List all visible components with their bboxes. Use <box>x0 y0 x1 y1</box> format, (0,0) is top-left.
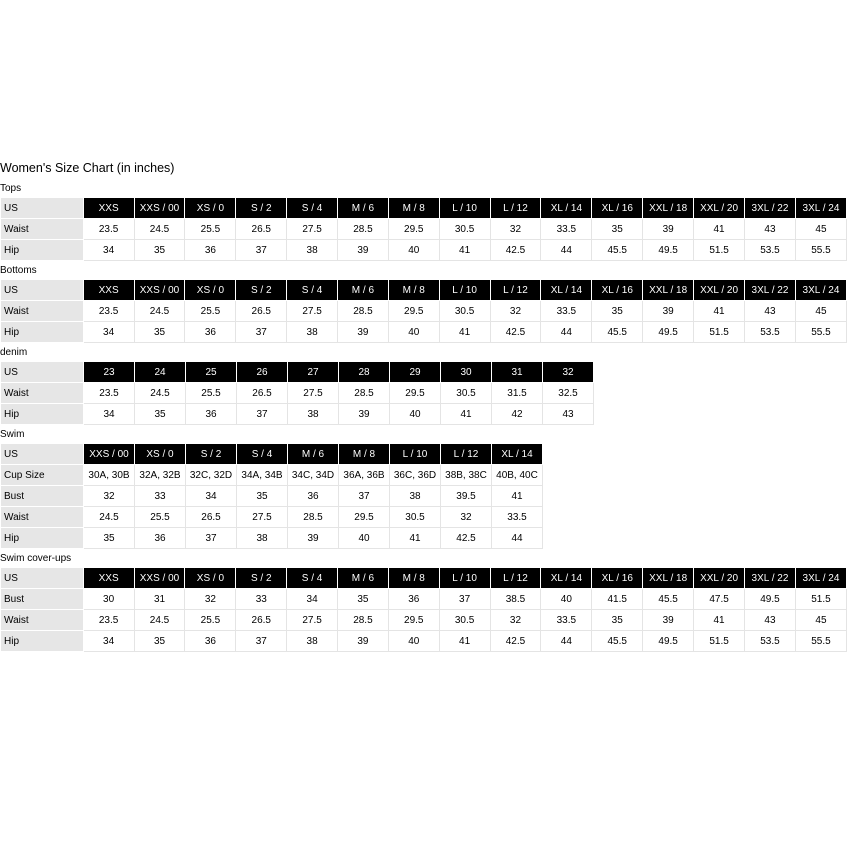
measurement-cell: 34C, 34D <box>288 465 339 486</box>
measurement-cell: 40 <box>541 589 592 610</box>
size-table <box>0 443 543 549</box>
measurement-cell: 37 <box>339 486 390 507</box>
measurement-cell: 51.5 <box>694 240 745 261</box>
size-header-cell: XS / 0 <box>185 568 236 589</box>
measurement-cell: 35 <box>592 610 643 631</box>
measurement-row <box>1 528 543 549</box>
measurement-cell: 42.5 <box>490 631 541 652</box>
size-header-cell: M / 8 <box>339 444 390 465</box>
size-header-cell: S / 4 <box>237 444 288 465</box>
measurement-cell: 24.5 <box>134 301 185 322</box>
measurement-cell: 34A, 34B <box>237 465 288 486</box>
measurement-cell: 28.5 <box>339 383 390 404</box>
row-label: Bust <box>1 486 84 507</box>
measurement-cell: 55.5 <box>795 631 846 652</box>
measurement-cell: 49.5 <box>643 631 694 652</box>
size-header-cell: XL / 16 <box>592 198 643 219</box>
measurement-cell: 36 <box>135 528 186 549</box>
size-header-cell: 23 <box>84 362 135 383</box>
size-header-cell: XXL / 18 <box>643 280 694 301</box>
measurement-cell: 41 <box>694 301 745 322</box>
measurement-cell: 41 <box>439 631 490 652</box>
measurement-cell: 44 <box>541 240 592 261</box>
measurement-cell: 27.5 <box>237 507 288 528</box>
size-header-cell: 3XL / 24 <box>795 568 846 589</box>
measurement-cell: 40B, 40C <box>492 465 543 486</box>
size-header-cell: 3XL / 22 <box>745 280 796 301</box>
measurement-cell: 39 <box>643 610 694 631</box>
size-header-cell: XXL / 18 <box>643 198 694 219</box>
measurement-cell: 37 <box>237 404 288 425</box>
size-header-cell: S / 4 <box>287 280 338 301</box>
size-header-cell: 32 <box>543 362 594 383</box>
measurement-cell: 36 <box>288 486 339 507</box>
measurement-cell: 37 <box>236 240 287 261</box>
measurement-cell: 41.5 <box>592 589 643 610</box>
size-chart <box>0 159 847 656</box>
size-header-row <box>1 198 847 219</box>
measurement-cell: 49.5 <box>745 589 796 610</box>
measurement-cell: 25.5 <box>185 610 236 631</box>
measurement-row <box>1 486 543 507</box>
measurement-cell: 53.5 <box>745 322 796 343</box>
size-header-cell: M / 6 <box>288 444 339 465</box>
size-header-cell: L / 10 <box>439 568 490 589</box>
measurement-cell: 31.5 <box>492 383 543 404</box>
measurement-cell: 25.5 <box>185 301 236 322</box>
measurement-cell: 33 <box>135 486 186 507</box>
size-header-cell: M / 8 <box>388 198 439 219</box>
measurement-cell: 43 <box>745 610 796 631</box>
measurement-cell: 41 <box>439 322 490 343</box>
size-header-cell: XXL / 20 <box>694 568 745 589</box>
measurement-cell: 35 <box>338 589 389 610</box>
size-header-cell: XXS <box>83 568 134 589</box>
measurement-cell: 34 <box>83 631 134 652</box>
measurement-cell: 37 <box>236 322 287 343</box>
size-header-cell: 27 <box>288 362 339 383</box>
measurement-cell: 38 <box>390 486 441 507</box>
measurement-cell: 25.5 <box>186 383 237 404</box>
measurement-cell: 55.5 <box>795 322 846 343</box>
measurement-cell: 27.5 <box>287 219 338 240</box>
measurement-cell: 35 <box>84 528 135 549</box>
size-header-cell: S / 2 <box>236 568 287 589</box>
measurement-cell: 38 <box>287 240 338 261</box>
measurement-cell: 36C, 36D <box>390 465 441 486</box>
measurement-cell: 35 <box>592 219 643 240</box>
measurement-cell: 40 <box>390 404 441 425</box>
measurement-cell: 36 <box>185 322 236 343</box>
measurement-cell: 44 <box>541 631 592 652</box>
measurement-row <box>1 404 594 425</box>
section-label: Bottoms <box>0 265 37 276</box>
measurement-cell: 42.5 <box>490 240 541 261</box>
measurement-cell: 35 <box>135 404 186 425</box>
measurement-cell: 36 <box>185 240 236 261</box>
measurement-cell: 32A, 32B <box>135 465 186 486</box>
size-section <box>0 183 847 261</box>
size-header-cell: XS / 0 <box>185 198 236 219</box>
measurement-cell: 45.5 <box>592 240 643 261</box>
measurement-cell: 40 <box>339 528 390 549</box>
measurement-row <box>1 465 543 486</box>
row-label: Waist <box>1 219 84 240</box>
row-label: Waist <box>1 301 84 322</box>
size-header-cell: XL / 16 <box>592 568 643 589</box>
row-label: Hip <box>1 240 84 261</box>
measurement-cell: 45 <box>795 610 846 631</box>
measurement-cell: 53.5 <box>745 240 796 261</box>
measurement-cell: 26.5 <box>186 507 237 528</box>
measurement-cell: 24.5 <box>134 610 185 631</box>
row-label: Hip <box>1 322 84 343</box>
measurement-cell: 30 <box>83 589 134 610</box>
size-header-row <box>1 280 847 301</box>
measurement-cell: 43 <box>543 404 594 425</box>
measurement-cell: 40 <box>388 240 439 261</box>
measurement-cell: 39 <box>339 404 390 425</box>
measurement-cell: 37 <box>439 589 490 610</box>
measurement-cell: 43 <box>745 301 796 322</box>
measurement-cell: 27.5 <box>287 610 338 631</box>
measurement-cell: 24.5 <box>135 383 186 404</box>
size-header-cell: L / 12 <box>490 198 541 219</box>
measurement-cell: 25.5 <box>185 219 236 240</box>
size-header-cell: XL / 14 <box>541 568 592 589</box>
size-table <box>0 197 847 261</box>
measurement-cell: 42 <box>492 404 543 425</box>
measurement-cell: 51.5 <box>795 589 846 610</box>
size-header-cell: M / 8 <box>388 280 439 301</box>
size-header-cell: M / 6 <box>338 568 389 589</box>
measurement-cell: 51.5 <box>694 322 745 343</box>
measurement-cell: 36 <box>388 589 439 610</box>
measurement-cell: 42.5 <box>490 322 541 343</box>
size-header-cell: 25 <box>186 362 237 383</box>
measurement-cell: 36 <box>185 631 236 652</box>
size-table <box>0 279 847 343</box>
size-header-cell: XXS / 00 <box>134 198 185 219</box>
measurement-cell: 51.5 <box>694 631 745 652</box>
measurement-cell: 47.5 <box>694 589 745 610</box>
size-header-cell: 3XL / 24 <box>795 280 846 301</box>
measurement-cell: 29.5 <box>388 301 439 322</box>
size-header-row <box>1 362 594 383</box>
row-label: Waist <box>1 610 84 631</box>
measurement-cell: 53.5 <box>745 631 796 652</box>
measurement-cell: 39 <box>338 240 389 261</box>
measurement-cell: 41 <box>694 610 745 631</box>
size-header-cell: 30 <box>441 362 492 383</box>
measurement-cell: 26.5 <box>236 610 287 631</box>
measurement-cell: 30.5 <box>439 219 490 240</box>
measurement-cell: 27.5 <box>288 383 339 404</box>
size-header-cell: XXS <box>83 198 134 219</box>
size-section <box>0 347 847 425</box>
measurement-cell: 34 <box>83 240 134 261</box>
measurement-cell: 30.5 <box>439 301 490 322</box>
measurement-cell: 36A, 36B <box>339 465 390 486</box>
size-header-cell: M / 6 <box>338 198 389 219</box>
size-header-cell: XL / 14 <box>541 198 592 219</box>
measurement-cell: 32 <box>490 301 541 322</box>
size-header-cell: XXS / 00 <box>134 568 185 589</box>
measurement-cell: 45.5 <box>592 631 643 652</box>
size-header-cell: S / 2 <box>236 198 287 219</box>
section-label: Tops <box>0 183 22 194</box>
size-header-cell: 3XL / 24 <box>795 198 846 219</box>
row-label: US <box>1 444 84 465</box>
measurement-cell: 35 <box>134 322 185 343</box>
measurement-row <box>1 589 847 610</box>
measurement-row <box>1 322 847 343</box>
measurement-cell: 24.5 <box>84 507 135 528</box>
size-header-cell: 3XL / 22 <box>745 198 796 219</box>
measurement-cell: 37 <box>236 631 287 652</box>
measurement-cell: 23.5 <box>83 219 134 240</box>
size-header-cell: XXS <box>83 280 134 301</box>
measurement-cell: 38 <box>287 322 338 343</box>
measurement-row <box>1 301 847 322</box>
measurement-cell: 32 <box>441 507 492 528</box>
size-header-cell: 26 <box>237 362 288 383</box>
measurement-cell: 39 <box>338 322 389 343</box>
size-header-cell: 29 <box>390 362 441 383</box>
measurement-cell: 33.5 <box>541 219 592 240</box>
measurement-cell: 26.5 <box>236 301 287 322</box>
measurement-cell: 44 <box>492 528 543 549</box>
size-header-cell: 28 <box>339 362 390 383</box>
size-header-cell: 3XL / 22 <box>745 568 796 589</box>
size-header-row <box>1 568 847 589</box>
measurement-cell: 33.5 <box>541 301 592 322</box>
size-header-cell: XXL / 20 <box>694 280 745 301</box>
row-label: US <box>1 362 84 383</box>
measurement-cell: 36 <box>186 404 237 425</box>
measurement-cell: 35 <box>237 486 288 507</box>
measurement-row <box>1 507 543 528</box>
measurement-cell: 34 <box>84 404 135 425</box>
size-header-cell: XXL / 20 <box>694 198 745 219</box>
measurement-cell: 55.5 <box>795 240 846 261</box>
measurement-cell: 49.5 <box>643 322 694 343</box>
measurement-row <box>1 631 847 652</box>
measurement-cell: 28.5 <box>338 301 389 322</box>
row-label: Cup Size <box>1 465 84 486</box>
measurement-cell: 32 <box>185 589 236 610</box>
measurement-cell: 32.5 <box>543 383 594 404</box>
measurement-row <box>1 610 847 631</box>
size-section <box>0 265 847 343</box>
measurement-cell: 30.5 <box>439 610 490 631</box>
row-label: Waist <box>1 383 84 404</box>
row-label: Waist <box>1 507 84 528</box>
measurement-cell: 30A, 30B <box>84 465 135 486</box>
measurement-cell: 30.5 <box>390 507 441 528</box>
measurement-cell: 38B, 38C <box>441 465 492 486</box>
size-header-cell: L / 12 <box>490 280 541 301</box>
measurement-cell: 38.5 <box>490 589 541 610</box>
measurement-cell: 42.5 <box>441 528 492 549</box>
measurement-cell: 28.5 <box>288 507 339 528</box>
measurement-cell: 28.5 <box>338 610 389 631</box>
measurement-cell: 45.5 <box>643 589 694 610</box>
measurement-cell: 32 <box>490 219 541 240</box>
size-header-cell: S / 2 <box>186 444 237 465</box>
measurement-cell: 33 <box>236 589 287 610</box>
measurement-cell: 39.5 <box>441 486 492 507</box>
measurement-cell: 23.5 <box>83 301 134 322</box>
measurement-cell: 23.5 <box>83 610 134 631</box>
size-header-cell: XS / 0 <box>185 280 236 301</box>
measurement-cell: 37 <box>186 528 237 549</box>
size-header-cell: XXS / 00 <box>84 444 135 465</box>
measurement-cell: 41 <box>441 404 492 425</box>
row-label: Bust <box>1 589 84 610</box>
measurement-cell: 45 <box>795 219 846 240</box>
size-header-cell: S / 4 <box>287 568 338 589</box>
size-header-cell: 24 <box>135 362 186 383</box>
measurement-cell: 29.5 <box>388 610 439 631</box>
measurement-cell: 38 <box>237 528 288 549</box>
size-header-cell: L / 12 <box>441 444 492 465</box>
size-header-cell: XL / 16 <box>592 280 643 301</box>
measurement-cell: 39 <box>643 219 694 240</box>
row-label: Hip <box>1 404 84 425</box>
measurement-row <box>1 219 847 240</box>
size-header-cell: L / 10 <box>439 198 490 219</box>
size-header-cell: 31 <box>492 362 543 383</box>
size-header-cell: XL / 14 <box>541 280 592 301</box>
row-label: US <box>1 568 84 589</box>
measurement-cell: 33.5 <box>541 610 592 631</box>
measurement-cell: 40 <box>388 322 439 343</box>
measurement-cell: 27.5 <box>287 301 338 322</box>
measurement-cell: 29.5 <box>339 507 390 528</box>
section-label: Swim <box>0 429 25 440</box>
measurement-cell: 45.5 <box>592 322 643 343</box>
size-header-cell: XL / 14 <box>492 444 543 465</box>
size-table <box>0 361 594 425</box>
measurement-cell: 26.5 <box>236 219 287 240</box>
size-header-cell: M / 8 <box>388 568 439 589</box>
measurement-cell: 43 <box>745 219 796 240</box>
measurement-cell: 41 <box>439 240 490 261</box>
size-header-cell: L / 10 <box>390 444 441 465</box>
size-header-row <box>1 444 543 465</box>
row-label: Hip <box>1 631 84 652</box>
measurement-cell: 39 <box>288 528 339 549</box>
size-table <box>0 567 847 652</box>
size-header-cell: M / 6 <box>338 280 389 301</box>
measurement-cell: 35 <box>134 240 185 261</box>
measurement-cell: 33.5 <box>492 507 543 528</box>
measurement-cell: 41 <box>694 219 745 240</box>
size-header-cell: XXL / 18 <box>643 568 694 589</box>
measurement-cell: 32C, 32D <box>186 465 237 486</box>
size-sections <box>0 183 847 652</box>
size-header-cell: S / 2 <box>236 280 287 301</box>
size-header-cell: XXS / 00 <box>134 280 185 301</box>
measurement-cell: 34 <box>83 322 134 343</box>
size-header-cell: XS / 0 <box>135 444 186 465</box>
section-label: denim <box>0 347 28 358</box>
row-label: US <box>1 280 84 301</box>
measurement-cell: 23.5 <box>84 383 135 404</box>
measurement-cell: 41 <box>390 528 441 549</box>
measurement-cell: 39 <box>338 631 389 652</box>
size-section <box>0 553 847 652</box>
measurement-cell: 34 <box>186 486 237 507</box>
measurement-cell: 32 <box>84 486 135 507</box>
measurement-cell: 26.5 <box>237 383 288 404</box>
measurement-cell: 40 <box>388 631 439 652</box>
size-header-cell: L / 10 <box>439 280 490 301</box>
measurement-cell: 29.5 <box>388 219 439 240</box>
row-label: US <box>1 198 84 219</box>
measurement-cell: 49.5 <box>643 240 694 261</box>
row-label: Hip <box>1 528 84 549</box>
measurement-cell: 34 <box>287 589 338 610</box>
chart-title: Women's Size Chart (in inches) <box>0 161 175 175</box>
measurement-cell: 35 <box>134 631 185 652</box>
measurement-cell: 45 <box>795 301 846 322</box>
measurement-cell: 38 <box>288 404 339 425</box>
measurement-cell: 28.5 <box>338 219 389 240</box>
measurement-cell: 44 <box>541 322 592 343</box>
size-header-cell: L / 12 <box>490 568 541 589</box>
section-label: Swim cover-ups <box>0 553 72 564</box>
size-section <box>0 429 847 549</box>
measurement-cell: 29.5 <box>390 383 441 404</box>
size-header-cell: S / 4 <box>287 198 338 219</box>
measurement-cell: 39 <box>643 301 694 322</box>
measurement-cell: 41 <box>492 486 543 507</box>
measurement-cell: 31 <box>134 589 185 610</box>
measurement-row <box>1 240 847 261</box>
measurement-cell: 25.5 <box>135 507 186 528</box>
measurement-cell: 35 <box>592 301 643 322</box>
measurement-cell: 30.5 <box>441 383 492 404</box>
measurement-cell: 32 <box>490 610 541 631</box>
measurement-cell: 24.5 <box>134 219 185 240</box>
measurement-cell: 38 <box>287 631 338 652</box>
measurement-row <box>1 383 594 404</box>
